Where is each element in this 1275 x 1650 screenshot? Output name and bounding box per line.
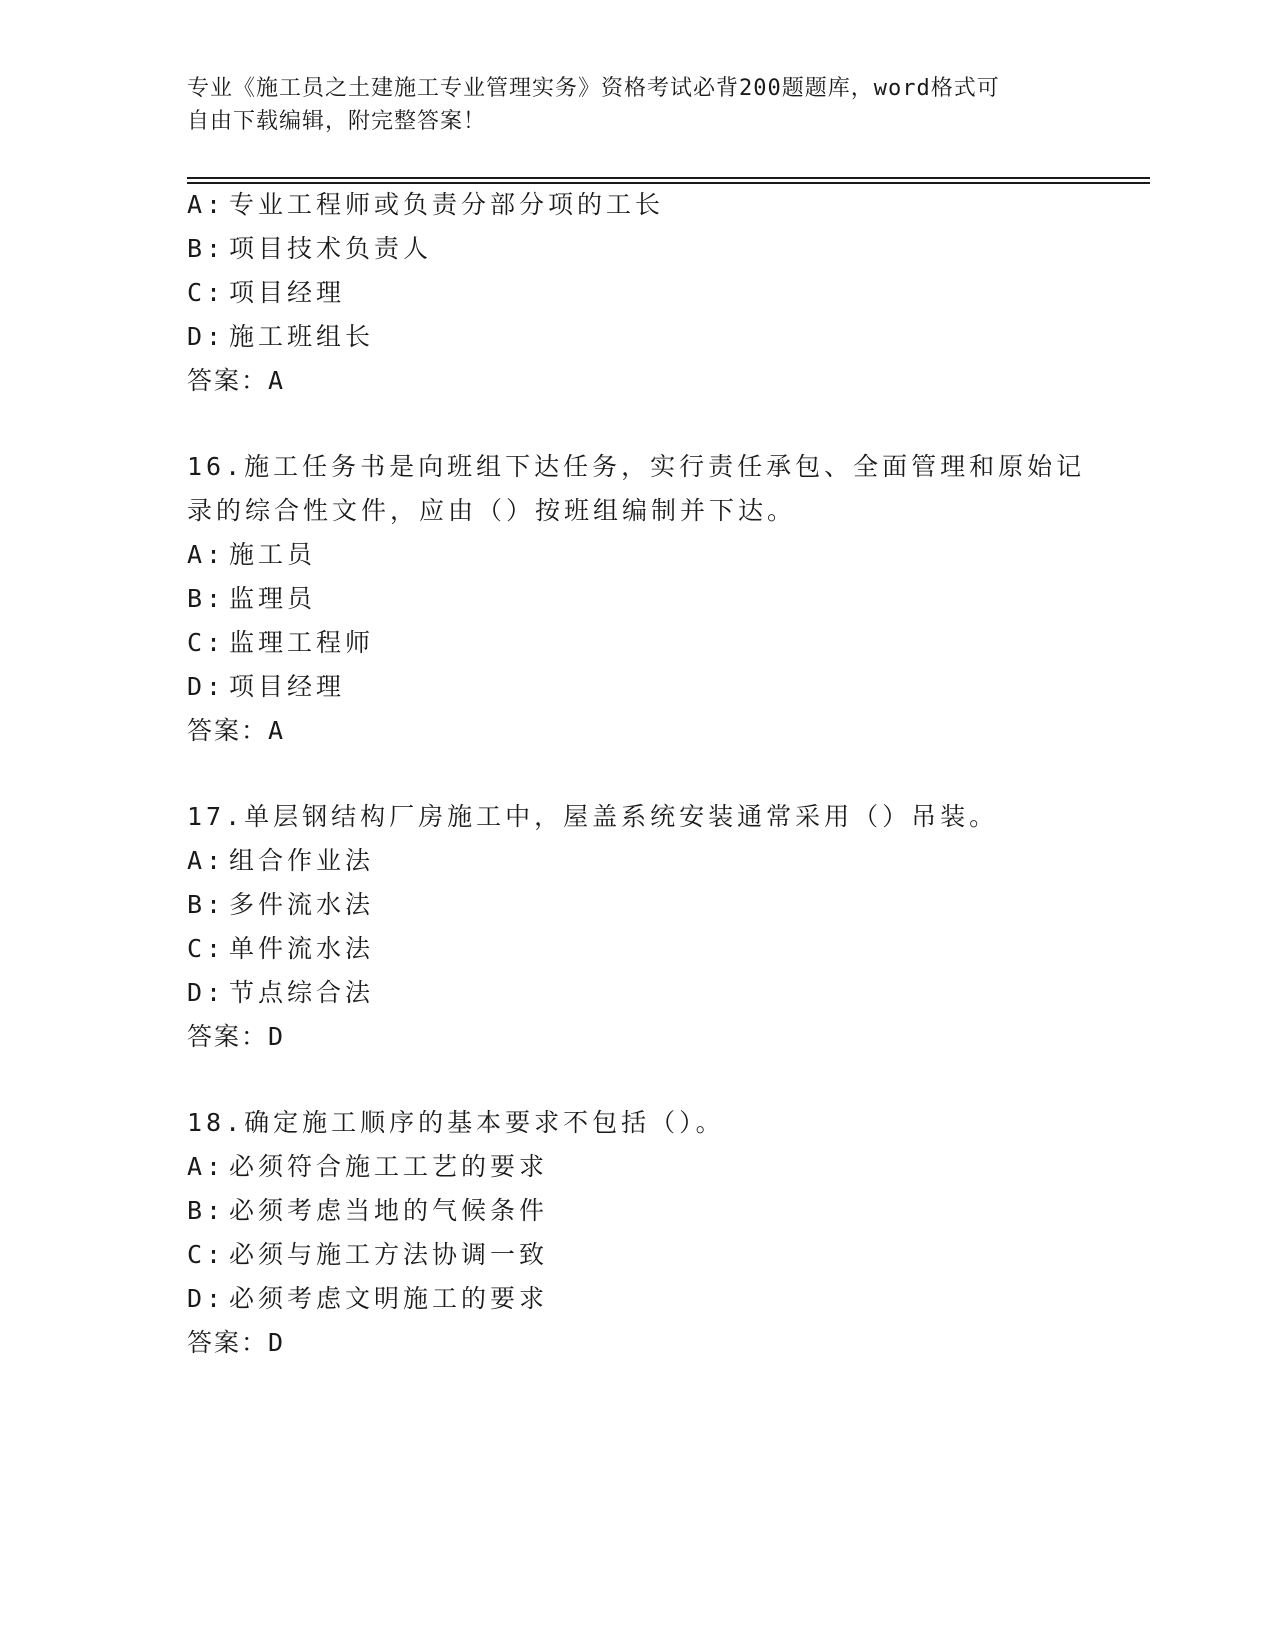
q17-stem-line-1: 17.单层钢结构厂房施工中，屋盖系统安装通常采用（）吊装。 bbox=[187, 802, 999, 831]
document-header bbox=[187, 72, 1087, 138]
q15-option-d: D: 施工班组长 bbox=[187, 322, 375, 351]
q16-answer: 答案：A bbox=[187, 716, 286, 745]
q17-option-c: C: 单件流水法 bbox=[187, 934, 375, 963]
q15-option-c: C: 项目经理 bbox=[187, 278, 346, 307]
q18-option-c: C: 必须与施工方法协调一致 bbox=[187, 1240, 549, 1269]
q18-stem-line-1: 18.确定施工顺序的基本要求不包括（）。 bbox=[187, 1108, 725, 1137]
q16-option-a: A: 施工员 bbox=[187, 540, 317, 569]
header-title-line-2: 自由下载编辑，附完整答案！ bbox=[187, 109, 487, 134]
header-divider-top bbox=[187, 177, 1150, 179]
q17-option-b: B: 多件流水法 bbox=[187, 890, 375, 919]
q16-stem-line-1: 16.施工任务书是向班组下达任务，实行责任承包、全面管理和原始记 bbox=[187, 452, 1086, 481]
q16-option-c: C: 监理工程师 bbox=[187, 628, 375, 657]
header-title-line-1: 专业《施工员之土建施工专业管理实务》资格考试必背200题题库，word格式可 bbox=[187, 76, 1000, 101]
q15-answer: 答案：A bbox=[187, 366, 286, 395]
q16-option-b: B: 监理员 bbox=[187, 584, 317, 613]
q17-answer: 答案：D bbox=[187, 1022, 286, 1051]
q18-option-a: A: 必须符合施工工艺的要求 bbox=[187, 1152, 549, 1181]
q17-option-d: D: 节点综合法 bbox=[187, 978, 375, 1007]
q15-option-b: B: 项目技术负责人 bbox=[187, 234, 433, 263]
header-divider-bottom bbox=[187, 182, 1150, 184]
q18-option-d: D: 必须考虑文明施工的要求 bbox=[187, 1284, 549, 1313]
q16-option-d: D: 项目经理 bbox=[187, 672, 346, 701]
q18-option-b: B: 必须考虑当地的气候条件 bbox=[187, 1196, 549, 1225]
q15-option-a: A: 专业工程师或负责分部分项的工长 bbox=[187, 190, 665, 219]
q18-answer: 答案：D bbox=[187, 1328, 286, 1357]
q16-stem-line-2: 录的综合性文件，应由（）按班组编制并下达。 bbox=[187, 496, 797, 525]
q17-option-a: A: 组合作业法 bbox=[187, 846, 375, 875]
